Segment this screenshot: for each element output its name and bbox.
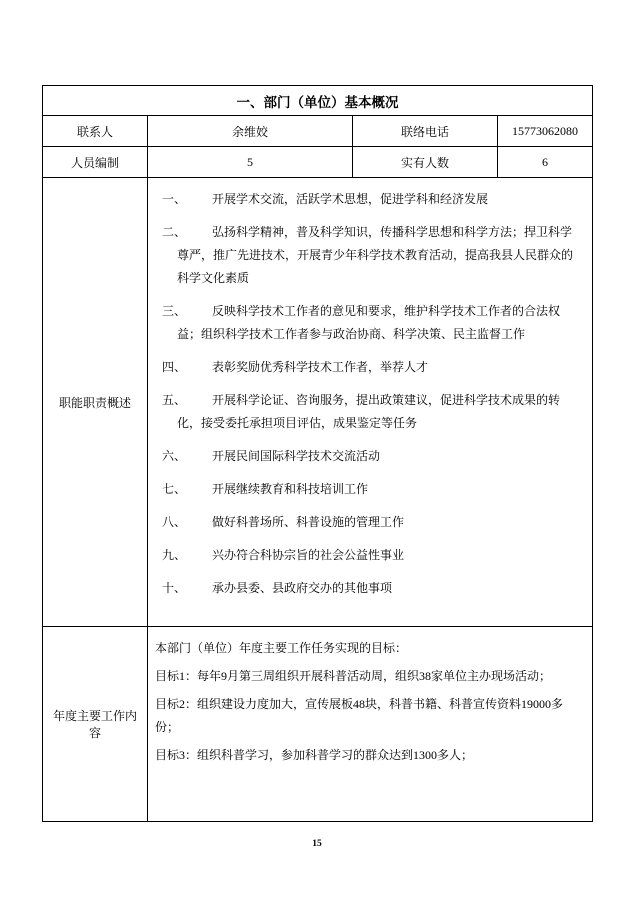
annual-goal-2: 目标2：组织建设力度加大，宣传展板48块，科普书籍、科普宣传资料19000多份； (155, 697, 564, 734)
table-title: 一、部门（单位）基本概况 (43, 86, 593, 116)
duties-label: 职能职责概述 (43, 178, 148, 627)
annual-work-intro: 本部门（单位）年度主要工作任务实现的目标： (155, 641, 408, 655)
duty-item (155, 544, 582, 567)
annual-work-content (148, 627, 593, 822)
duty-item-number: 八、 (162, 515, 187, 529)
duty-item-number: 一、 (162, 192, 187, 206)
duty-item-number: 六、 (162, 449, 187, 463)
duty-item-text: 反映科学技术工作者的意见和要求，维护科学技术工作者的合法权益；组织科学技术工作者参与政治协商、科学决策、民主监督工作 (177, 304, 561, 341)
duty-item-text: 弘扬科学精神，普及科学知识，传播科学思想和科学方法；捍卫科学尊严，推广先进技术，开展青少年科学技术教育活动，提高我县人民群众的科学文化素质 (177, 225, 574, 285)
duty-item-number: 九、 (162, 548, 187, 562)
duty-item (155, 221, 582, 290)
duties-content (148, 178, 593, 627)
contact-row (43, 116, 593, 147)
duty-item-text: 开展科学论证、咨询服务，提出政策建议，促进科学技术成果的转化，接受委托承担项目评估，成果鉴定等任务 (177, 393, 561, 430)
staffing-row (43, 147, 593, 178)
actual-staff-value: 6 (498, 147, 593, 178)
duty-item-number: 五、 (162, 393, 187, 407)
annual-work-label: 年度主要工作内容 (43, 627, 148, 822)
duty-item-number: 七、 (162, 482, 187, 496)
duty-item (155, 300, 582, 346)
duty-item (155, 577, 582, 600)
basic-info-table (42, 85, 593, 822)
staff-quota-label: 人员编制 (43, 147, 148, 178)
duty-item (155, 478, 582, 501)
duty-item-text: 开展学术交流，活跃学术思想，促进学科和经济发展 (212, 192, 489, 206)
duty-item-number: 三、 (162, 304, 187, 318)
duty-item (155, 356, 582, 379)
duty-item (155, 511, 582, 534)
duties-row (43, 178, 593, 627)
duty-item-text: 做好科普场所、科普设施的管理工作 (212, 515, 405, 529)
duty-item-text: 承办县委、县政府交办的其他事项 (212, 581, 393, 595)
duty-item-number: 四、 (162, 360, 187, 374)
duty-item (155, 389, 582, 435)
contact-person-label: 联系人 (43, 116, 148, 147)
table-title-row (43, 86, 593, 116)
staff-quota-value: 5 (148, 147, 353, 178)
annual-goal-1: 目标1：每年9月第三周组织开展科普活动周，组织38家单位主办现场活动； (155, 669, 552, 683)
duty-item (155, 445, 582, 468)
duty-item-number: 二、 (162, 225, 187, 239)
contact-person-value: 余维姣 (148, 116, 353, 147)
contact-phone-value: 15773062080 (498, 116, 593, 147)
duty-item-number: 十、 (162, 581, 187, 595)
annual-goal-3: 目标3：组织科普学习，参加科普学习的群众达到1300多人； (155, 748, 474, 762)
duty-item-text: 兴办符合科协宗旨的社会公益性事业 (212, 548, 405, 562)
duty-item-text: 开展民间国际科学技术交流活动 (212, 449, 381, 463)
page-number: 15 (312, 839, 322, 849)
contact-phone-label: 联络电话 (353, 116, 498, 147)
duty-item-text: 表彰奖励优秀科学技术工作者，举荐人才 (212, 360, 429, 374)
actual-staff-label: 实有人数 (353, 147, 498, 178)
duty-item (155, 188, 582, 211)
document-sheet (42, 85, 592, 822)
annual-work-row (43, 627, 593, 822)
duty-item-text: 开展继续教育和科技培训工作 (212, 482, 369, 496)
